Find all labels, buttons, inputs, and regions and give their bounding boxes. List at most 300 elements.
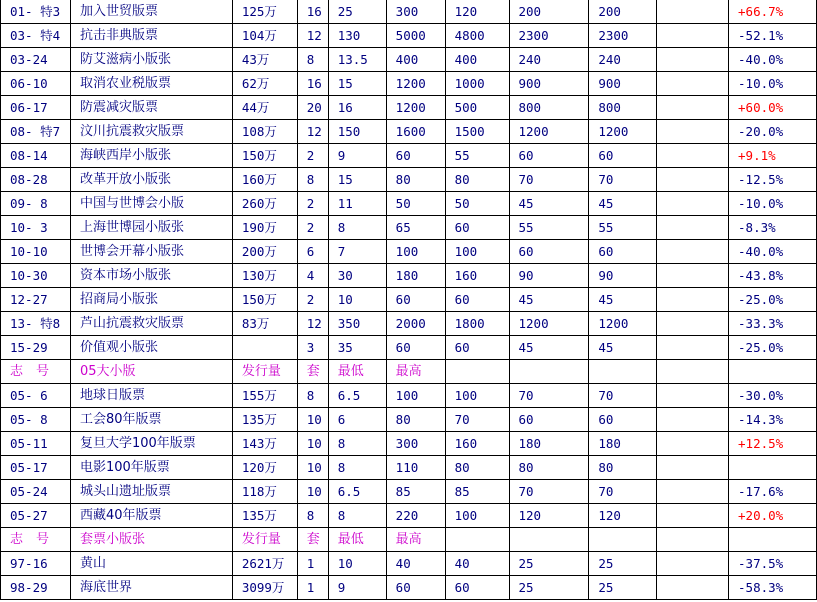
cell-col8[interactable] [509, 360, 589, 384]
cell-col10[interactable] [657, 432, 729, 456]
table-row [1, 192, 817, 216]
cell-set[interactable]: 8 [297, 384, 328, 408]
cell-set[interactable]: 6 [297, 240, 328, 264]
cell-col8[interactable]: 120 [509, 504, 589, 528]
cell-col8[interactable]: 240 [509, 48, 589, 72]
cell-set[interactable]: 16 [297, 72, 328, 96]
cell-col9[interactable]: 70 [589, 168, 657, 192]
cell-change[interactable]: -17.6% [729, 480, 817, 504]
table-row [1, 48, 817, 72]
cell-low[interactable]: 13.5 [328, 48, 386, 72]
cell-name[interactable]: 上海世博园小版张 [70, 216, 232, 240]
cell-issue[interactable]: 130万 [232, 264, 297, 288]
cell-col7[interactable]: 160 [445, 432, 509, 456]
cell-col7[interactable]: 500 [445, 96, 509, 120]
cell-col10[interactable] [657, 72, 729, 96]
cell-change[interactable]: -25.0% [729, 288, 817, 312]
cell-col7[interactable]: 4800 [445, 24, 509, 48]
cell-col9[interactable] [589, 528, 657, 552]
cell-high[interactable]: 60 [386, 144, 445, 168]
table-row [1, 144, 817, 168]
cell-col9[interactable]: 80 [589, 456, 657, 480]
cell-set[interactable]: 12 [297, 312, 328, 336]
cell-col8[interactable] [509, 528, 589, 552]
cell-low[interactable]: 10 [328, 288, 386, 312]
cell-col8[interactable]: 900 [509, 72, 589, 96]
cell-col7[interactable]: 60 [445, 336, 509, 360]
cell-col7[interactable]: 160 [445, 264, 509, 288]
cell-col8[interactable]: 55 [509, 216, 589, 240]
cell-low[interactable]: 130 [328, 24, 386, 48]
cell-issue[interactable]: 43万 [232, 48, 297, 72]
cell-col9[interactable]: 25 [589, 552, 657, 576]
cell-col9[interactable]: 60 [589, 144, 657, 168]
section-header-row [1, 528, 817, 552]
cell-change[interactable]: -8.3% [729, 216, 817, 240]
cell-col7[interactable]: 55 [445, 144, 509, 168]
cell-col7[interactable]: 120 [445, 0, 509, 24]
cell-high[interactable]: 300 [386, 0, 445, 24]
cell-col10[interactable] [657, 288, 729, 312]
cell-col7[interactable]: 50 [445, 192, 509, 216]
cell-code[interactable]: 01- 特3 [1, 0, 71, 24]
cell-set[interactable]: 2 [297, 192, 328, 216]
cell-col10[interactable] [657, 528, 729, 552]
cell-low[interactable]: 6.5 [328, 480, 386, 504]
cell-code[interactable]: 03-24 [1, 48, 71, 72]
table-row [1, 480, 817, 504]
cell-code[interactable]: 05-24 [1, 480, 71, 504]
cell-change[interactable]: +12.5% [729, 432, 817, 456]
cell-col7[interactable] [445, 528, 509, 552]
cell-issue[interactable]: 发行量 [232, 528, 297, 552]
cell-name[interactable]: 防艾滋病小版张 [70, 48, 232, 72]
cell-col7[interactable]: 60 [445, 576, 509, 600]
table-row [1, 408, 817, 432]
cell-name[interactable]: 西藏40年版票 [70, 504, 232, 528]
cell-name[interactable]: 改革开放小版张 [70, 168, 232, 192]
cell-col9[interactable]: 800 [589, 96, 657, 120]
table-row [1, 576, 817, 600]
cell-issue[interactable]: 190万 [232, 216, 297, 240]
cell-high[interactable]: 1200 [386, 96, 445, 120]
cell-col7[interactable]: 1000 [445, 72, 509, 96]
cell-high[interactable]: 100 [386, 384, 445, 408]
cell-issue[interactable]: 44万 [232, 96, 297, 120]
cell-col9[interactable]: 120 [589, 504, 657, 528]
cell-col9[interactable]: 70 [589, 384, 657, 408]
cell-code[interactable]: 05- 8 [1, 408, 71, 432]
cell-high[interactable]: 2000 [386, 312, 445, 336]
cell-issue[interactable]: 160万 [232, 168, 297, 192]
table-body [1, 0, 817, 600]
cell-low[interactable]: 9 [328, 144, 386, 168]
cell-col7[interactable] [445, 360, 509, 384]
cell-col10[interactable] [657, 552, 729, 576]
cell-col7[interactable]: 40 [445, 552, 509, 576]
cell-name[interactable]: 招商局小版张 [70, 288, 232, 312]
cell-low[interactable]: 7 [328, 240, 386, 264]
cell-issue[interactable]: 200万 [232, 240, 297, 264]
table-row [1, 120, 817, 144]
cell-change[interactable] [729, 528, 817, 552]
table-row [1, 216, 817, 240]
cell-high[interactable]: 80 [386, 408, 445, 432]
cell-col8[interactable]: 45 [509, 336, 589, 360]
cell-change[interactable]: +9.1% [729, 144, 817, 168]
cell-issue[interactable]: 135万 [232, 408, 297, 432]
cell-col9[interactable]: 60 [589, 408, 657, 432]
table-row [1, 336, 817, 360]
cell-issue[interactable]: 125万 [232, 0, 297, 24]
cell-set[interactable]: 10 [297, 408, 328, 432]
cell-name[interactable]: 海峡西岸小版张 [70, 144, 232, 168]
cell-col9[interactable] [589, 360, 657, 384]
cell-change[interactable]: -43.8% [729, 264, 817, 288]
table-row [1, 456, 817, 480]
cell-high[interactable]: 65 [386, 216, 445, 240]
cell-high[interactable]: 300 [386, 432, 445, 456]
cell-name[interactable]: 黄山 [70, 552, 232, 576]
cell-col7[interactable]: 1500 [445, 120, 509, 144]
cell-set[interactable]: 8 [297, 48, 328, 72]
table-row [1, 384, 817, 408]
cell-col10[interactable] [657, 96, 729, 120]
cell-low[interactable]: 35 [328, 336, 386, 360]
cell-change[interactable]: -37.5% [729, 552, 817, 576]
cell-code[interactable]: 06-17 [1, 96, 71, 120]
cell-col7[interactable]: 400 [445, 48, 509, 72]
cell-col7[interactable]: 1800 [445, 312, 509, 336]
cell-col9[interactable]: 45 [589, 192, 657, 216]
cell-col7[interactable]: 100 [445, 240, 509, 264]
cell-issue[interactable]: 83万 [232, 312, 297, 336]
cell-issue[interactable]: 135万 [232, 504, 297, 528]
cell-set[interactable]: 套 [297, 360, 328, 384]
cell-issue[interactable]: 155万 [232, 384, 297, 408]
cell-name[interactable]: 工会80年版票 [70, 408, 232, 432]
cell-code[interactable]: 97-16 [1, 552, 71, 576]
cell-col10[interactable] [657, 360, 729, 384]
cell-change[interactable]: -20.0% [729, 120, 817, 144]
cell-col10[interactable] [657, 456, 729, 480]
table-row [1, 0, 817, 24]
cell-change[interactable] [729, 456, 817, 480]
cell-code[interactable]: 03- 特4 [1, 24, 71, 48]
cell-col7[interactable]: 80 [445, 456, 509, 480]
cell-change[interactable]: -10.0% [729, 192, 817, 216]
cell-set[interactable]: 10 [297, 456, 328, 480]
cell-name[interactable]: 复旦大学100年版票 [70, 432, 232, 456]
cell-col10[interactable] [657, 192, 729, 216]
cell-high[interactable]: 最高 [386, 360, 445, 384]
cell-name[interactable]: 05大小版 [70, 360, 232, 384]
cell-name[interactable]: 城头山遗址版票 [70, 480, 232, 504]
cell-high[interactable]: 1600 [386, 120, 445, 144]
cell-col8[interactable]: 60 [509, 144, 589, 168]
cell-set[interactable]: 10 [297, 432, 328, 456]
cell-change[interactable]: -40.0% [729, 48, 817, 72]
cell-issue[interactable]: 260万 [232, 192, 297, 216]
cell-code[interactable]: 志 号 [1, 360, 71, 384]
cell-col10[interactable] [657, 576, 729, 600]
cell-change[interactable] [729, 360, 817, 384]
cell-low[interactable]: 8 [328, 216, 386, 240]
table-row [1, 24, 817, 48]
cell-name[interactable]: 资本市场小版张 [70, 264, 232, 288]
cell-change[interactable]: -25.0% [729, 336, 817, 360]
cell-col7[interactable]: 80 [445, 168, 509, 192]
cell-col9[interactable]: 70 [589, 480, 657, 504]
cell-issue[interactable]: 62万 [232, 72, 297, 96]
cell-issue[interactable] [232, 336, 297, 360]
cell-col10[interactable] [657, 480, 729, 504]
cell-set[interactable]: 2 [297, 216, 328, 240]
cell-low[interactable]: 最低 [328, 360, 386, 384]
cell-code[interactable]: 98-29 [1, 576, 71, 600]
cell-code[interactable]: 09- 8 [1, 192, 71, 216]
table-row [1, 72, 817, 96]
cell-col9[interactable]: 60 [589, 240, 657, 264]
cell-col8[interactable]: 180 [509, 432, 589, 456]
table-row [1, 504, 817, 528]
cell-low[interactable]: 10 [328, 552, 386, 576]
cell-change[interactable]: -10.0% [729, 72, 817, 96]
table-row [1, 264, 817, 288]
cell-set[interactable]: 套 [297, 528, 328, 552]
cell-issue[interactable]: 104万 [232, 24, 297, 48]
cell-col7[interactable]: 70 [445, 408, 509, 432]
cell-high[interactable]: 60 [386, 336, 445, 360]
cell-code[interactable]: 13- 特8 [1, 312, 71, 336]
cell-change[interactable]: -52.1% [729, 24, 817, 48]
cell-set[interactable]: 1 [297, 576, 328, 600]
cell-set[interactable]: 1 [297, 552, 328, 576]
cell-name[interactable]: 价值观小版张 [70, 336, 232, 360]
cell-high[interactable]: 180 [386, 264, 445, 288]
cell-col9[interactable]: 90 [589, 264, 657, 288]
cell-set[interactable]: 2 [297, 144, 328, 168]
cell-code[interactable]: 12-27 [1, 288, 71, 312]
cell-col8[interactable]: 1200 [509, 120, 589, 144]
cell-change[interactable]: -30.0% [729, 384, 817, 408]
section-header-row [1, 360, 817, 384]
cell-high[interactable]: 1200 [386, 72, 445, 96]
cell-col9[interactable]: 45 [589, 336, 657, 360]
cell-set[interactable]: 3 [297, 336, 328, 360]
cell-low[interactable]: 150 [328, 120, 386, 144]
cell-set[interactable]: 10 [297, 480, 328, 504]
cell-code[interactable]: 08-28 [1, 168, 71, 192]
cell-col10[interactable] [657, 336, 729, 360]
cell-code[interactable]: 志 号 [1, 528, 71, 552]
cell-issue[interactable]: 2621万 [232, 552, 297, 576]
cell-issue[interactable]: 3099万 [232, 576, 297, 600]
cell-col7[interactable]: 100 [445, 504, 509, 528]
cell-issue[interactable]: 120万 [232, 456, 297, 480]
cell-low[interactable]: 8 [328, 504, 386, 528]
cell-col8[interactable]: 80 [509, 456, 589, 480]
cell-low[interactable]: 350 [328, 312, 386, 336]
cell-code[interactable]: 05- 6 [1, 384, 71, 408]
cell-low[interactable]: 8 [328, 456, 386, 480]
cell-issue[interactable]: 108万 [232, 120, 297, 144]
table-row [1, 312, 817, 336]
cell-code[interactable]: 08-14 [1, 144, 71, 168]
cell-name[interactable]: 加入世贸版票 [70, 0, 232, 24]
cell-col10[interactable] [657, 48, 729, 72]
cell-col8[interactable]: 2300 [509, 24, 589, 48]
cell-code[interactable]: 10- 3 [1, 216, 71, 240]
cell-set[interactable]: 2 [297, 288, 328, 312]
cell-name[interactable]: 防震减灾版票 [70, 96, 232, 120]
cell-col8[interactable]: 1200 [509, 312, 589, 336]
cell-code[interactable]: 15-29 [1, 336, 71, 360]
cell-set[interactable]: 8 [297, 168, 328, 192]
cell-low[interactable]: 6 [328, 408, 386, 432]
cell-high[interactable]: 60 [386, 288, 445, 312]
cell-name[interactable]: 世博会开幕小版张 [70, 240, 232, 264]
table-row [1, 168, 817, 192]
cell-col10[interactable] [657, 24, 729, 48]
cell-col9[interactable]: 55 [589, 216, 657, 240]
cell-high[interactable]: 85 [386, 480, 445, 504]
cell-change[interactable]: -58.3% [729, 576, 817, 600]
cell-high[interactable]: 110 [386, 456, 445, 480]
cell-name[interactable]: 套票小版张 [70, 528, 232, 552]
cell-low[interactable]: 11 [328, 192, 386, 216]
cell-change[interactable]: -33.3% [729, 312, 817, 336]
cell-high[interactable]: 40 [386, 552, 445, 576]
cell-change[interactable]: +60.0% [729, 96, 817, 120]
cell-high[interactable]: 400 [386, 48, 445, 72]
cell-high[interactable]: 80 [386, 168, 445, 192]
cell-code[interactable]: 05-27 [1, 504, 71, 528]
cell-low[interactable]: 16 [328, 96, 386, 120]
cell-name[interactable]: 电影100年版票 [70, 456, 232, 480]
cell-col7[interactable]: 85 [445, 480, 509, 504]
cell-change[interactable]: -14.3% [729, 408, 817, 432]
cell-name[interactable]: 汶川抗震救灾版票 [70, 120, 232, 144]
cell-low[interactable]: 9 [328, 576, 386, 600]
cell-col7[interactable]: 100 [445, 384, 509, 408]
cell-name[interactable]: 取消农业税版票 [70, 72, 232, 96]
cell-code[interactable]: 10-30 [1, 264, 71, 288]
cell-issue[interactable]: 发行量 [232, 360, 297, 384]
cell-low[interactable]: 8 [328, 432, 386, 456]
cell-col10[interactable] [657, 408, 729, 432]
cell-col9[interactable]: 200 [589, 0, 657, 24]
cell-low[interactable]: 6.5 [328, 384, 386, 408]
cell-col8[interactable]: 60 [509, 408, 589, 432]
cell-high[interactable]: 最高 [386, 528, 445, 552]
cell-col9[interactable]: 1200 [589, 120, 657, 144]
cell-col9[interactable]: 240 [589, 48, 657, 72]
cell-col8[interactable]: 45 [509, 288, 589, 312]
cell-high[interactable]: 5000 [386, 24, 445, 48]
cell-low[interactable]: 25 [328, 0, 386, 24]
cell-col9[interactable]: 2300 [589, 24, 657, 48]
cell-col9[interactable]: 45 [589, 288, 657, 312]
cell-col8[interactable]: 70 [509, 384, 589, 408]
cell-col8[interactable]: 70 [509, 168, 589, 192]
cell-col10[interactable] [657, 216, 729, 240]
table-row [1, 240, 817, 264]
cell-name[interactable]: 芦山抗震救灾版票 [70, 312, 232, 336]
cell-col8[interactable]: 25 [509, 576, 589, 600]
cell-low[interactable]: 15 [328, 72, 386, 96]
cell-set[interactable]: 4 [297, 264, 328, 288]
cell-low[interactable]: 15 [328, 168, 386, 192]
cell-high[interactable]: 50 [386, 192, 445, 216]
cell-col10[interactable] [657, 384, 729, 408]
cell-issue[interactable]: 150万 [232, 288, 297, 312]
cell-col7[interactable]: 60 [445, 216, 509, 240]
table-row [1, 432, 817, 456]
cell-col10[interactable] [657, 120, 729, 144]
cell-set[interactable]: 8 [297, 504, 328, 528]
cell-issue[interactable]: 143万 [232, 432, 297, 456]
cell-name[interactable]: 抗击非典版票 [70, 24, 232, 48]
cell-col8[interactable]: 45 [509, 192, 589, 216]
cell-col10[interactable] [657, 264, 729, 288]
cell-high[interactable]: 100 [386, 240, 445, 264]
cell-code[interactable]: 06-10 [1, 72, 71, 96]
cell-col10[interactable] [657, 504, 729, 528]
cell-col9[interactable]: 180 [589, 432, 657, 456]
cell-code[interactable]: 05-11 [1, 432, 71, 456]
cell-set[interactable]: 12 [297, 24, 328, 48]
cell-issue[interactable]: 118万 [232, 480, 297, 504]
cell-name[interactable]: 中国与世博会小版 [70, 192, 232, 216]
table-row [1, 96, 817, 120]
cell-col8[interactable]: 200 [509, 0, 589, 24]
cell-name[interactable]: 海底世界 [70, 576, 232, 600]
cell-col8[interactable]: 25 [509, 552, 589, 576]
cell-col10[interactable] [657, 312, 729, 336]
cell-set[interactable]: 16 [297, 0, 328, 24]
cell-col8[interactable]: 800 [509, 96, 589, 120]
cell-low[interactable]: 最低 [328, 528, 386, 552]
cell-col10[interactable] [657, 240, 729, 264]
cell-high[interactable]: 220 [386, 504, 445, 528]
cell-col7[interactable]: 60 [445, 288, 509, 312]
cell-col9[interactable]: 900 [589, 72, 657, 96]
cell-col8[interactable]: 90 [509, 264, 589, 288]
cell-high[interactable]: 60 [386, 576, 445, 600]
cell-col10[interactable] [657, 168, 729, 192]
cell-change[interactable]: +20.0% [729, 504, 817, 528]
cell-col10[interactable] [657, 0, 729, 24]
cell-col8[interactable]: 60 [509, 240, 589, 264]
cell-col8[interactable]: 70 [509, 480, 589, 504]
cell-change[interactable]: -40.0% [729, 240, 817, 264]
cell-col9[interactable]: 1200 [589, 312, 657, 336]
cell-change[interactable]: +66.7% [729, 0, 817, 24]
cell-change[interactable]: -12.5% [729, 168, 817, 192]
cell-set[interactable]: 12 [297, 120, 328, 144]
cell-code[interactable]: 10-10 [1, 240, 71, 264]
cell-col10[interactable] [657, 144, 729, 168]
cell-issue[interactable]: 150万 [232, 144, 297, 168]
cell-col9[interactable]: 25 [589, 576, 657, 600]
table-row [1, 288, 817, 312]
cell-code[interactable]: 05-17 [1, 456, 71, 480]
cell-set[interactable]: 20 [297, 96, 328, 120]
cell-name[interactable]: 地球日版票 [70, 384, 232, 408]
cell-code[interactable]: 08- 特7 [1, 120, 71, 144]
cell-low[interactable]: 30 [328, 264, 386, 288]
